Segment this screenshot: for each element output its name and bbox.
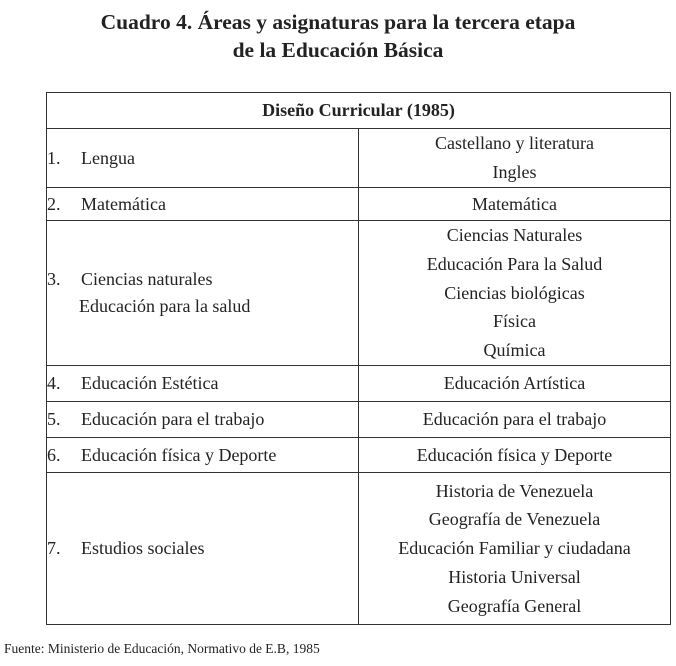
- curriculum-table: [46, 92, 671, 625]
- area-name: Ciencias naturales: [81, 269, 213, 289]
- row-number: 1.: [47, 147, 61, 168]
- subject: Matemática: [472, 193, 557, 214]
- area-cell: [47, 366, 359, 402]
- table-row: [47, 221, 671, 366]
- area-name: Educación Estética: [81, 373, 219, 393]
- subjects-cell: [359, 473, 671, 625]
- area-name: Lengua: [81, 147, 135, 168]
- row-number: 3.: [47, 269, 61, 289]
- subject: Ciencias Naturales: [446, 225, 583, 246]
- table-row: [47, 366, 671, 402]
- subjects-cell: [359, 366, 671, 402]
- area-name: Matemática: [81, 193, 166, 214]
- area-name: Educación física y Deporte: [81, 444, 277, 465]
- subject: Educación Para la Salud: [426, 253, 603, 274]
- subjects-cell: [359, 188, 671, 221]
- area-cell: [47, 438, 359, 473]
- subject: Geografía General: [447, 595, 582, 616]
- table-row: [47, 473, 671, 625]
- table-row: [47, 129, 671, 188]
- area-cell: [47, 473, 359, 625]
- subject: Geografía de Venezuela: [428, 509, 601, 530]
- subject: Educación para el trabajo: [422, 409, 607, 430]
- subject: Ciencias biológicas: [444, 282, 585, 303]
- area-cell: [47, 221, 359, 366]
- area-name-continued: Educación para la salud: [79, 296, 251, 316]
- source-note: Fuente: Ministerio de Educación, Normativo de E.B, 1985: [4, 641, 320, 656]
- table-header: Diseño Curricular (1985): [47, 93, 671, 129]
- subject: Historia de Venezuela: [435, 480, 594, 501]
- area-cell: [47, 129, 359, 188]
- area-name: Educación para el trabajo: [81, 409, 265, 429]
- area-name: Estudios sociales: [81, 538, 205, 558]
- table-title: [0, 8, 676, 64]
- subjects-cell: [359, 402, 671, 438]
- table-row: [47, 402, 671, 438]
- title-line-1: Cuadro 4. Áreas y asignaturas para la tercera etapa: [100, 10, 576, 34]
- subjects-cell: [359, 221, 671, 366]
- title-line-2: de la Educación Básica: [232, 38, 444, 62]
- subject: Ingles: [492, 162, 537, 182]
- subject: Castellano y literatura: [435, 133, 594, 154]
- subject: Física: [493, 311, 536, 332]
- subject: Historia Universal: [448, 566, 581, 587]
- subject: Educación Artística: [443, 373, 586, 394]
- table-row: [47, 438, 671, 473]
- row-number: 2.: [47, 193, 61, 214]
- row-number: 7.: [47, 538, 61, 558]
- subject: Educación Familiar y ciudadana: [398, 538, 631, 559]
- table-row: [47, 188, 671, 221]
- area-cell: [47, 188, 359, 221]
- area-cell: [47, 402, 359, 438]
- row-number: 5.: [47, 409, 61, 429]
- subjects-cell: [359, 129, 671, 188]
- row-number: 6.: [47, 444, 61, 465]
- row-number: 4.: [47, 373, 61, 393]
- subject: Educación física y Deporte: [416, 444, 613, 465]
- subject: Química: [483, 340, 546, 361]
- subjects-cell: [359, 438, 671, 473]
